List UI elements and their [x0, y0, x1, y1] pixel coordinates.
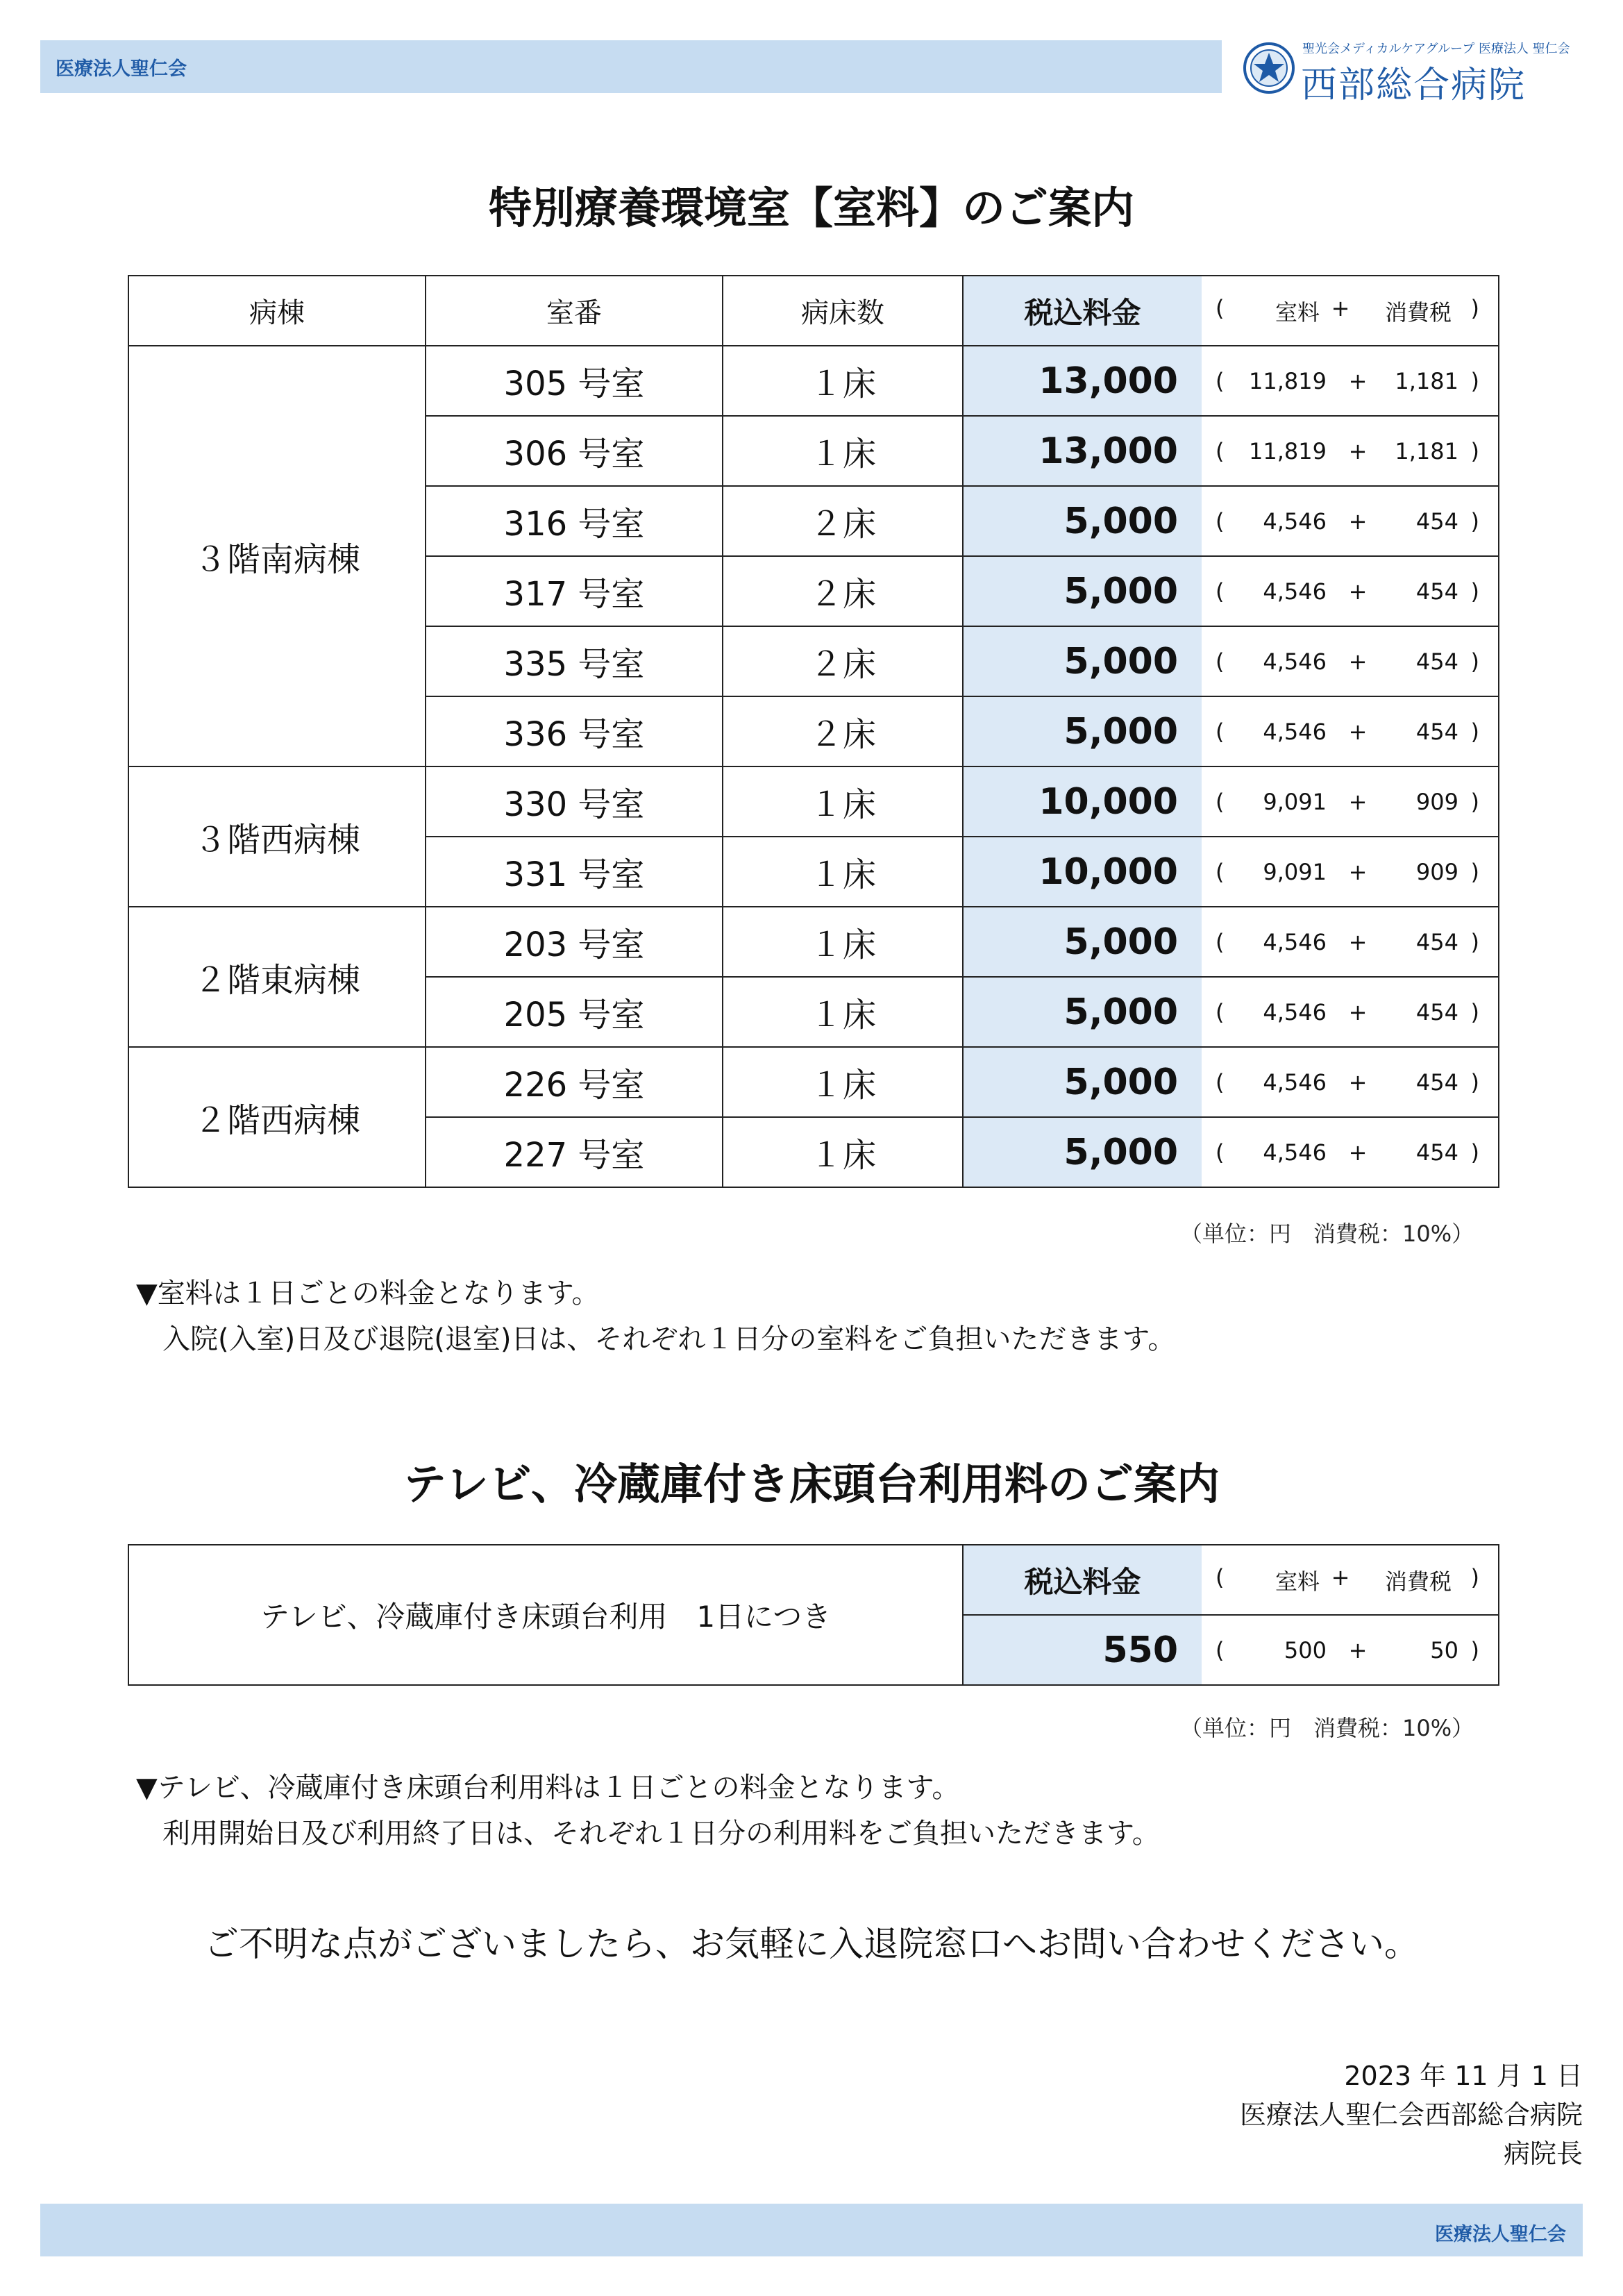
- tv-bd-open2: (: [1216, 1636, 1225, 1664]
- room-number: 317 号室: [426, 556, 723, 626]
- breakdown-tax: 454: [1415, 578, 1458, 605]
- breakdown-open: (: [1216, 928, 1225, 955]
- room-number: 336 号室: [426, 696, 723, 766]
- breakdown-plus: +: [1348, 1069, 1368, 1096]
- breakdown-close: ): [1470, 578, 1479, 605]
- breakdown-open: (: [1216, 508, 1225, 535]
- header-bd-base: 室料: [1275, 299, 1320, 326]
- header-room: 室番: [426, 276, 723, 346]
- room-price: 5,000: [963, 626, 1202, 696]
- tv-note-line1: ▼テレビ、冷蔵庫付き床頭台利用料は１日ごとの料金となります。: [136, 1772, 960, 1804]
- room-number: 226 号室: [426, 1047, 723, 1117]
- price-breakdown: [1202, 1117, 1499, 1187]
- bed-count: １床: [723, 346, 963, 416]
- table-row: [128, 1047, 1499, 1117]
- breakdown-tax: 454: [1415, 1069, 1458, 1096]
- breakdown-close: ): [1470, 1069, 1479, 1096]
- bed-count: １床: [723, 907, 963, 977]
- room-price: 5,000: [963, 1047, 1202, 1117]
- breakdown-open: (: [1216, 578, 1225, 605]
- bed-count: ２床: [723, 556, 963, 626]
- room-table-header: [128, 276, 1499, 346]
- header-bd-close: ): [1470, 294, 1479, 321]
- tv-plus-sign: +: [1348, 1636, 1368, 1664]
- breakdown-tax: 454: [1415, 998, 1458, 1025]
- header-breakdown: [1202, 276, 1499, 346]
- breakdown-tax: 909: [1415, 788, 1458, 815]
- tv-unit-note: （単位：円 消費税：10%）: [1180, 1715, 1474, 1741]
- room-unit-note: （単位：円 消費税：10%）: [1180, 1221, 1474, 1247]
- room-price: 5,000: [963, 977, 1202, 1047]
- breakdown-base: 9,091: [1263, 788, 1327, 815]
- price-breakdown: [1202, 977, 1499, 1047]
- tv-fee-table: [128, 1544, 1499, 1686]
- room-number: 331 号室: [426, 837, 723, 907]
- breakdown-open: (: [1216, 858, 1225, 885]
- footer-bar: [40, 2204, 1583, 2256]
- room-price: 5,000: [963, 556, 1202, 626]
- room-price: 13,000: [963, 416, 1202, 486]
- breakdown-plus: +: [1348, 998, 1368, 1025]
- breakdown-base: 4,546: [1263, 718, 1327, 745]
- room-price: 5,000: [963, 486, 1202, 556]
- hospital-seal-icon: [1243, 42, 1295, 94]
- breakdown-plus: +: [1348, 858, 1368, 885]
- header-bd-open: (: [1216, 294, 1225, 321]
- breakdown-close: ): [1470, 508, 1479, 535]
- breakdown-open: (: [1216, 437, 1225, 464]
- breakdown-open: (: [1216, 1069, 1225, 1096]
- ward-name: ２階東病棟: [128, 907, 426, 1047]
- breakdown-base: 11,819: [1249, 367, 1327, 394]
- tv-breakdown: [1202, 1615, 1499, 1685]
- breakdown-open: (: [1216, 998, 1225, 1025]
- bed-count: １床: [723, 1047, 963, 1117]
- breakdown-open: (: [1216, 718, 1225, 745]
- table-row: [128, 346, 1499, 416]
- room-fee-title: 特別療養環境室【室料】のご案内: [488, 183, 1134, 233]
- room-price: 5,000: [963, 1117, 1202, 1187]
- room-number: 205 号室: [426, 977, 723, 1047]
- room-number: 316 号室: [426, 486, 723, 556]
- room-price: 10,000: [963, 766, 1202, 837]
- signature-org: 医療法人聖仁会西部総合病院: [1239, 2100, 1583, 2130]
- breakdown-plus: +: [1348, 1139, 1368, 1166]
- room-number: 306 号室: [426, 416, 723, 486]
- tv-description: テレビ、冷蔵庫付き床頭台利用 1日につき: [128, 1545, 963, 1685]
- signature-block: [1240, 2056, 1583, 2173]
- signature-date: 2023 年 11 月 1 日: [1344, 2061, 1583, 2091]
- price-breakdown: [1202, 696, 1499, 766]
- tv-bd-close2: ): [1470, 1636, 1479, 1664]
- breakdown-plus: +: [1348, 508, 1368, 535]
- room-price: 5,000: [963, 696, 1202, 766]
- breakdown-tax: 454: [1415, 508, 1458, 535]
- header-bd-plus: +: [1331, 294, 1350, 321]
- breakdown-tax: 1,181: [1395, 367, 1458, 394]
- bed-count: ２床: [723, 486, 963, 556]
- breakdown-base: 4,546: [1263, 928, 1327, 955]
- breakdown-tax: 454: [1415, 718, 1458, 745]
- breakdown-open: (: [1216, 648, 1225, 675]
- closing-message: ご不明な点がございましたら、お気軽に入退院窓口へお問い合わせください。: [204, 1924, 1419, 1964]
- breakdown-close: ): [1470, 648, 1479, 675]
- tv-breakdown-header: [1202, 1545, 1499, 1615]
- price-breakdown: [1202, 766, 1499, 837]
- price-breakdown: [1202, 1047, 1499, 1117]
- breakdown-open: (: [1216, 1139, 1225, 1166]
- header-bd-tax: 消費税: [1384, 299, 1452, 326]
- breakdown-base: 4,546: [1263, 648, 1327, 675]
- bed-count: １床: [723, 977, 963, 1047]
- price-breakdown: [1202, 416, 1499, 486]
- breakdown-close: ): [1470, 998, 1479, 1025]
- breakdown-base: 4,546: [1263, 1069, 1327, 1096]
- header-org: 医療法人聖仁会: [56, 58, 187, 80]
- room-note-line2: 入院(入室)日及び退院(退室)日は、それぞれ１日分の室料をご負担いただきます。: [162, 1323, 1176, 1355]
- tv-note-line2: 利用開始日及び利用終了日は、それぞれ１日分の利用料をご負担いただきます。: [162, 1818, 1160, 1850]
- tv-price: 550: [963, 1615, 1202, 1685]
- table-row: [128, 907, 1499, 977]
- breakdown-tax: 909: [1415, 858, 1458, 885]
- breakdown-base: 4,546: [1263, 998, 1327, 1025]
- tv-bd-close: ): [1470, 1564, 1479, 1591]
- breakdown-close: ): [1470, 1139, 1479, 1166]
- price-breakdown: [1202, 907, 1499, 977]
- header-ward: 病棟: [128, 276, 426, 346]
- ward-name: ３階西病棟: [128, 766, 426, 907]
- footer-org: 医療法人聖仁会: [1435, 2224, 1566, 2245]
- breakdown-base: 4,546: [1263, 578, 1327, 605]
- signature-title: 病院長: [1503, 2138, 1583, 2169]
- tv-tax-value: 50: [1430, 1636, 1458, 1664]
- breakdown-plus: +: [1348, 648, 1368, 675]
- header-bar: [40, 40, 1222, 93]
- ward-name: ２階西病棟: [128, 1047, 426, 1187]
- room-number: 305 号室: [426, 346, 723, 416]
- header-beds: 病床数: [723, 276, 963, 346]
- logo-group-text: 聖光会メディカルケアグループ 医療法人 聖仁会: [1302, 42, 1570, 56]
- breakdown-plus: +: [1348, 578, 1368, 605]
- room-note: [136, 1271, 1175, 1362]
- room-number: 330 号室: [426, 766, 723, 837]
- breakdown-plus: +: [1348, 437, 1368, 464]
- hospital-logo: [1243, 36, 1570, 106]
- tv-fee-title: テレビ、冷蔵庫付き床頭台利用料のご案内: [403, 1459, 1220, 1509]
- tv-bd-base-label: 室料: [1275, 1568, 1320, 1595]
- room-price: 5,000: [963, 907, 1202, 977]
- breakdown-close: ): [1470, 788, 1479, 815]
- breakdown-close: ): [1470, 367, 1479, 394]
- bed-count: ２床: [723, 626, 963, 696]
- room-number: 227 号室: [426, 1117, 723, 1187]
- tv-price-header: 税込料金: [963, 1545, 1202, 1615]
- breakdown-plus: +: [1348, 928, 1368, 955]
- price-breakdown: [1202, 486, 1499, 556]
- room-price: 10,000: [963, 837, 1202, 907]
- table-row: [128, 766, 1499, 837]
- breakdown-base: 4,546: [1263, 508, 1327, 535]
- breakdown-base: 4,546: [1263, 1139, 1327, 1166]
- breakdown-plus: +: [1348, 367, 1368, 394]
- price-breakdown: [1202, 556, 1499, 626]
- bed-count: ２床: [723, 696, 963, 766]
- price-breakdown: [1202, 626, 1499, 696]
- breakdown-base: 9,091: [1263, 858, 1327, 885]
- room-number: 335 号室: [426, 626, 723, 696]
- breakdown-tax: 454: [1415, 928, 1458, 955]
- breakdown-tax: 454: [1415, 648, 1458, 675]
- breakdown-close: ): [1470, 437, 1479, 464]
- breakdown-open: (: [1216, 367, 1225, 394]
- breakdown-base: 11,819: [1249, 437, 1327, 464]
- header-price: 税込料金: [963, 276, 1202, 346]
- breakdown-close: ): [1470, 718, 1479, 745]
- room-fee-table: [128, 275, 1499, 1188]
- ward-name: ３階南病棟: [128, 346, 426, 766]
- room-number: 203 号室: [426, 907, 723, 977]
- tv-bd-plus: +: [1331, 1564, 1350, 1591]
- tv-bd-tax-label: 消費税: [1384, 1568, 1452, 1595]
- breakdown-tax: 454: [1415, 1139, 1458, 1166]
- bed-count: １床: [723, 837, 963, 907]
- tv-bd-open: (: [1216, 1564, 1225, 1591]
- bed-count: １床: [723, 1117, 963, 1187]
- room-price: 13,000: [963, 346, 1202, 416]
- breakdown-plus: +: [1348, 788, 1368, 815]
- tv-note: [136, 1765, 1160, 1857]
- breakdown-close: ): [1470, 928, 1479, 955]
- bed-count: １床: [723, 416, 963, 486]
- breakdown-close: ): [1470, 858, 1479, 885]
- price-breakdown: [1202, 346, 1499, 416]
- room-note-line1: ▼室料は１日ごとの料金となります。: [136, 1277, 600, 1309]
- tv-base-value: 500: [1284, 1636, 1327, 1664]
- logo-hospital-name: 西部総合病院: [1301, 65, 1527, 106]
- price-breakdown: [1202, 837, 1499, 907]
- breakdown-plus: +: [1348, 718, 1368, 745]
- breakdown-tax: 1,181: [1395, 437, 1458, 464]
- bed-count: １床: [723, 766, 963, 837]
- breakdown-open: (: [1216, 788, 1225, 815]
